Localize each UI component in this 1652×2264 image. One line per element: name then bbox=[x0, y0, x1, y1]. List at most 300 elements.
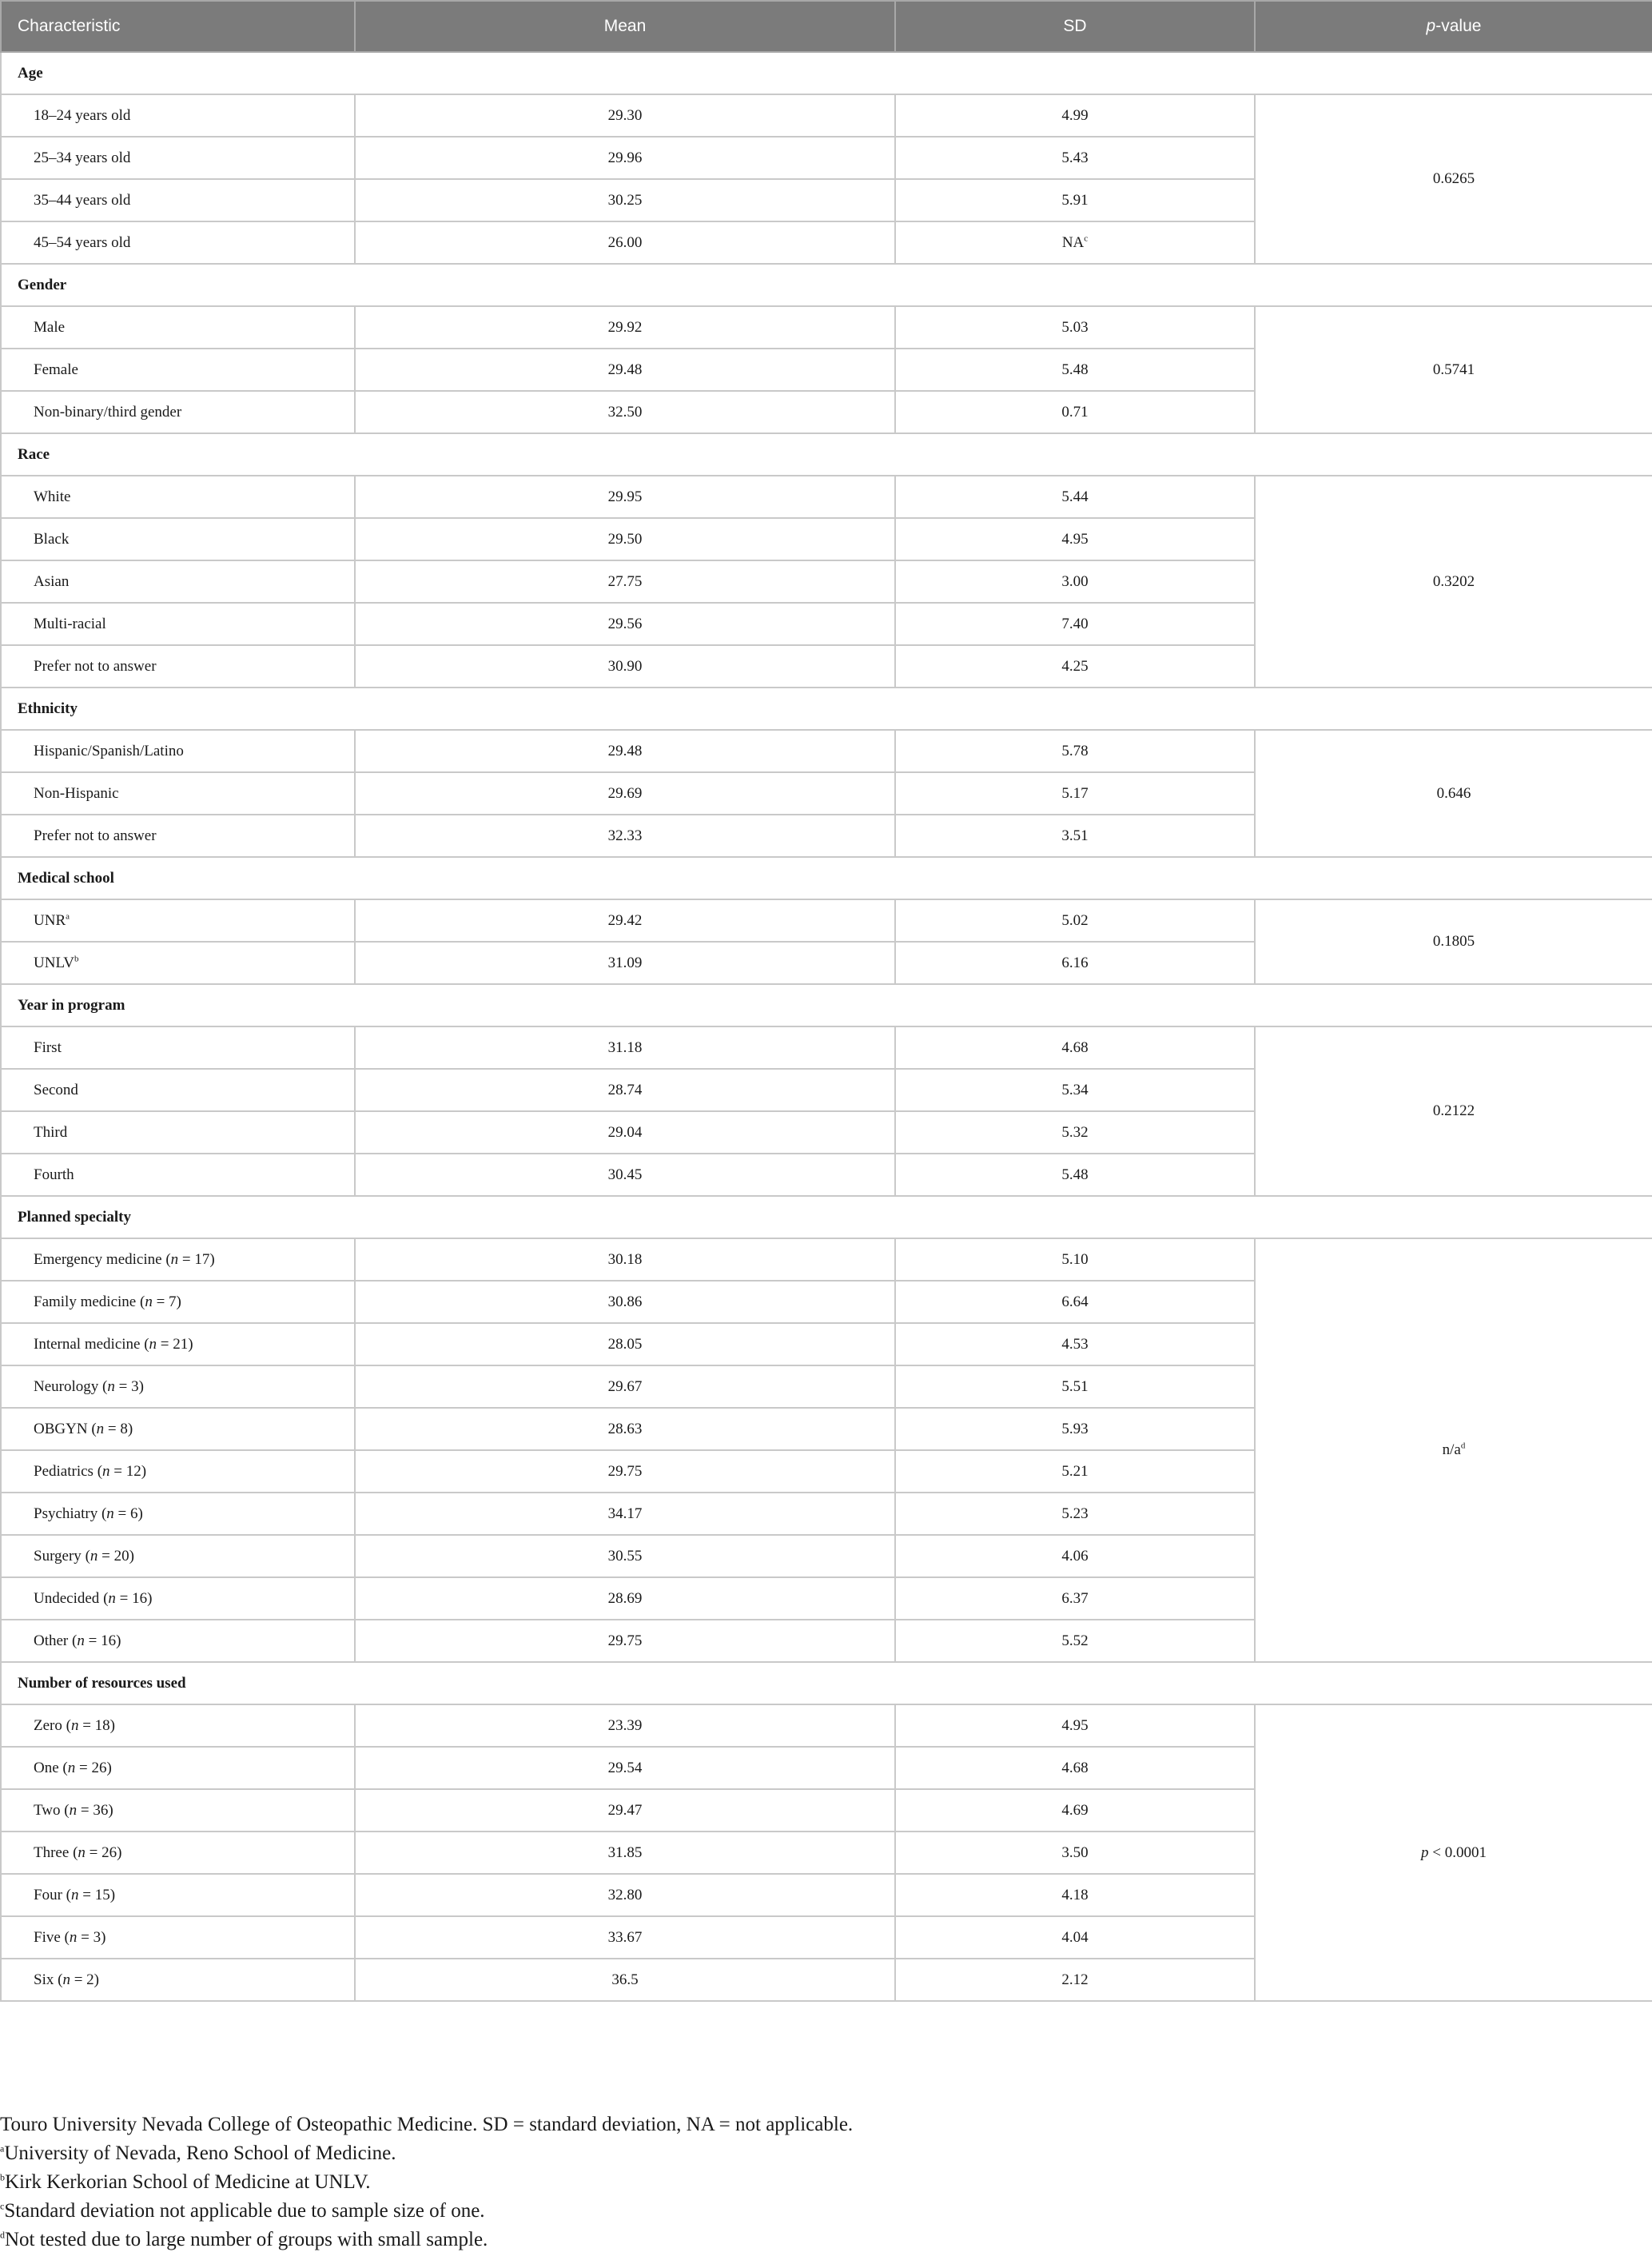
table-body bbox=[1, 52, 1652, 2001]
footnote-d bbox=[0, 2226, 1652, 2254]
row-label-cell bbox=[1, 1747, 355, 1789]
row-label-cell bbox=[1, 1111, 355, 1154]
sd-cell bbox=[895, 1916, 1255, 1959]
sd-value: 4.69 bbox=[1061, 1801, 1089, 1819]
sd-cell bbox=[895, 221, 1255, 264]
footnote-mark: a bbox=[0, 2142, 5, 2154]
sd-cell bbox=[895, 1365, 1255, 1408]
n-eq: = bbox=[75, 1759, 92, 1776]
row-label: White bbox=[34, 488, 71, 505]
table-row bbox=[1, 730, 1652, 772]
n-open: ( bbox=[98, 1505, 107, 1522]
row-label: Six bbox=[34, 1971, 54, 1988]
n-symbol: n bbox=[106, 1505, 114, 1522]
sd-cell bbox=[895, 1450, 1255, 1493]
mean-cell: 27.75 bbox=[355, 560, 895, 603]
row-label: Five bbox=[34, 1928, 61, 1946]
row-label: Psychiatry bbox=[34, 1505, 98, 1522]
sd-value: 7.40 bbox=[1061, 615, 1089, 632]
sd-value: 6.64 bbox=[1061, 1293, 1089, 1310]
table-row bbox=[1, 94, 1652, 137]
n-value: 17 bbox=[194, 1250, 210, 1268]
group-title: Gender bbox=[1, 264, 1652, 306]
row-label: Prefer not to answer bbox=[34, 657, 157, 675]
row-label-cell bbox=[1, 772, 355, 815]
row-label-cell bbox=[1, 1281, 355, 1323]
header-p-italic: p bbox=[1426, 17, 1436, 35]
sd-cell bbox=[895, 1535, 1255, 1577]
row-label: Family medicine bbox=[34, 1293, 137, 1310]
p-value-cell bbox=[1255, 1238, 1652, 1662]
row-label-cell bbox=[1, 1450, 355, 1493]
row-label-cell bbox=[1, 518, 355, 560]
n-close: ) bbox=[127, 1420, 133, 1437]
sd-cell bbox=[895, 518, 1255, 560]
header-characteristic: Characteristic bbox=[1, 1, 355, 52]
n-open: ( bbox=[161, 1250, 171, 1268]
n-close: ) bbox=[147, 1589, 153, 1607]
n-close: ) bbox=[94, 1971, 99, 1988]
n-close: ) bbox=[116, 1632, 121, 1649]
row-label-cell bbox=[1, 1704, 355, 1747]
sd-value: 4.04 bbox=[1061, 1928, 1089, 1946]
row-label-cell bbox=[1, 942, 355, 984]
n-open: ( bbox=[140, 1335, 149, 1353]
mean-cell: 32.33 bbox=[355, 815, 895, 857]
p-value: 0.2122 bbox=[1432, 1102, 1475, 1119]
mean-cell: 29.50 bbox=[355, 518, 895, 560]
row-label: Black bbox=[34, 530, 70, 548]
row-label-cell bbox=[1, 730, 355, 772]
row-label: One bbox=[34, 1759, 59, 1776]
row-label-cell bbox=[1, 1238, 355, 1281]
p-value: 0.6265 bbox=[1432, 170, 1475, 187]
mean-cell: 29.42 bbox=[355, 899, 895, 942]
n-open: ( bbox=[87, 1420, 97, 1437]
header-p-rest: -value bbox=[1435, 17, 1482, 35]
row-label-cell bbox=[1, 1493, 355, 1535]
mean-cell: 34.17 bbox=[355, 1493, 895, 1535]
p-value-rest: < 0.0001 bbox=[1428, 1843, 1487, 1861]
mean-cell: 33.67 bbox=[355, 1916, 895, 1959]
n-eq: = bbox=[84, 1632, 102, 1649]
row-label: Three bbox=[34, 1843, 70, 1861]
row-label: Zero bbox=[34, 1716, 62, 1734]
n-eq: = bbox=[98, 1547, 114, 1564]
header-row bbox=[1, 1, 1652, 52]
mean-cell: 32.80 bbox=[355, 1874, 895, 1916]
row-label: Second bbox=[34, 1081, 78, 1098]
n-symbol: n bbox=[78, 1843, 86, 1861]
n-eq: = bbox=[78, 1886, 95, 1903]
p-value-cell bbox=[1255, 476, 1652, 688]
row-label-cell bbox=[1, 94, 355, 137]
row-label: Non-Hispanic bbox=[34, 784, 119, 802]
row-label: Fourth bbox=[34, 1166, 74, 1183]
group-title: Year in program bbox=[1, 984, 1652, 1026]
mean-cell: 29.30 bbox=[355, 94, 895, 137]
row-label: Neurology bbox=[34, 1377, 99, 1395]
row-label-cell bbox=[1, 1916, 355, 1959]
n-close: ) bbox=[129, 1547, 134, 1564]
row-label: Prefer not to answer bbox=[34, 827, 157, 844]
n-symbol: n bbox=[70, 1716, 79, 1734]
n-close: ) bbox=[209, 1250, 215, 1268]
mean-cell: 26.00 bbox=[355, 221, 895, 264]
sd-cell bbox=[895, 1747, 1255, 1789]
n-value: 26 bbox=[91, 1759, 107, 1776]
sd-cell bbox=[895, 349, 1255, 391]
sd-value: 4.95 bbox=[1061, 1716, 1089, 1734]
p-value-cell bbox=[1255, 899, 1652, 984]
sd-value: 5.23 bbox=[1061, 1505, 1089, 1522]
sd-cell bbox=[895, 645, 1255, 688]
sd-value: 4.95 bbox=[1061, 530, 1089, 548]
sd-value: 5.21 bbox=[1061, 1462, 1089, 1480]
row-label: Internal medicine bbox=[34, 1335, 141, 1353]
n-symbol: n bbox=[170, 1250, 179, 1268]
row-label: Pediatrics bbox=[34, 1462, 94, 1480]
sd-value: 4.06 bbox=[1061, 1547, 1089, 1564]
n-eq: = bbox=[70, 1971, 87, 1988]
n-eq: = bbox=[115, 1589, 133, 1607]
row-label: 25–34 years old bbox=[34, 149, 131, 166]
sd-cell bbox=[895, 306, 1255, 349]
mean-cell: 36.5 bbox=[355, 1959, 895, 2001]
mean-cell: 30.55 bbox=[355, 1535, 895, 1577]
n-close: ) bbox=[138, 1377, 144, 1395]
mean-cell: 30.18 bbox=[355, 1238, 895, 1281]
footnote-c bbox=[0, 2197, 1652, 2226]
sd-value: 0.71 bbox=[1061, 403, 1089, 421]
sd-cell bbox=[895, 772, 1255, 815]
p-value-cell bbox=[1255, 1704, 1652, 2001]
row-label-cell bbox=[1, 1874, 355, 1916]
n-symbol: n bbox=[62, 1971, 70, 1988]
row-label: Non-binary/third gender bbox=[34, 403, 182, 421]
sd-cell bbox=[895, 1789, 1255, 1832]
n-open: ( bbox=[99, 1589, 109, 1607]
row-label-cell bbox=[1, 476, 355, 518]
sd-cell bbox=[895, 1408, 1255, 1450]
mean-cell: 28.63 bbox=[355, 1408, 895, 1450]
row-label-cell bbox=[1, 1535, 355, 1577]
sd-cell bbox=[895, 1959, 1255, 2001]
group-row bbox=[1, 433, 1652, 476]
n-close: ) bbox=[108, 1801, 113, 1819]
sd-value: 5.91 bbox=[1061, 191, 1089, 209]
footnote-mark: c bbox=[0, 2200, 5, 2212]
n-value: 20 bbox=[113, 1547, 129, 1564]
n-open: ( bbox=[81, 1547, 90, 1564]
n-value: 36 bbox=[93, 1801, 109, 1819]
sd-cell bbox=[895, 137, 1255, 179]
row-label: Other bbox=[34, 1632, 69, 1649]
sd-value: 3.51 bbox=[1061, 827, 1089, 844]
sd-value: 5.44 bbox=[1061, 488, 1089, 505]
row-label: UNLV bbox=[34, 954, 75, 971]
sd-value: 5.03 bbox=[1061, 318, 1089, 336]
n-value: 26 bbox=[102, 1843, 117, 1861]
n-eq: = bbox=[114, 1377, 132, 1395]
sd-cell bbox=[895, 899, 1255, 942]
row-label-cell bbox=[1, 1789, 355, 1832]
sd-cell bbox=[895, 1832, 1255, 1874]
footnote-main: Touro University Nevada College of Osteopathic Medicine. SD = standard deviation, NA = not applicable. bbox=[0, 2114, 854, 2135]
n-symbol: n bbox=[96, 1420, 105, 1437]
footnote-mark: d bbox=[0, 2229, 5, 2241]
row-label-cell bbox=[1, 560, 355, 603]
n-value: 18 bbox=[94, 1716, 110, 1734]
row-label-cell bbox=[1, 1069, 355, 1111]
sd-value: 4.53 bbox=[1061, 1335, 1089, 1353]
sd-cell bbox=[895, 815, 1255, 857]
n-open: ( bbox=[62, 1886, 71, 1903]
n-eq: = bbox=[78, 1716, 95, 1734]
n-eq: = bbox=[178, 1250, 195, 1268]
mean-cell: 30.25 bbox=[355, 179, 895, 221]
sd-cell bbox=[895, 1874, 1255, 1916]
sd-cell bbox=[895, 179, 1255, 221]
sd-value: 2.12 bbox=[1061, 1971, 1089, 1988]
n-value: 3 bbox=[131, 1377, 139, 1395]
row-label-cell bbox=[1, 391, 355, 433]
row-label: Asian bbox=[34, 572, 70, 590]
group-title: Planned specialty bbox=[1, 1196, 1652, 1238]
sd-value: 5.48 bbox=[1061, 361, 1089, 378]
mean-cell: 32.50 bbox=[355, 391, 895, 433]
mean-cell: 29.95 bbox=[355, 476, 895, 518]
row-label-cell bbox=[1, 1408, 355, 1450]
mean-cell: 31.18 bbox=[355, 1026, 895, 1069]
row-label: Hispanic/Spanish/Latino bbox=[34, 742, 184, 759]
sd-cell bbox=[895, 560, 1255, 603]
sd-value: 4.68 bbox=[1061, 1759, 1089, 1776]
sd-cell bbox=[895, 391, 1255, 433]
row-label: 45–54 years old bbox=[34, 233, 131, 251]
sd-value: 6.37 bbox=[1061, 1589, 1089, 1607]
row-label: Third bbox=[34, 1123, 68, 1141]
row-label-cell bbox=[1, 1154, 355, 1196]
footnote-a bbox=[0, 2139, 1652, 2168]
row-label-cell bbox=[1, 1832, 355, 1874]
n-open: ( bbox=[58, 1759, 68, 1776]
mean-cell: 29.75 bbox=[355, 1450, 895, 1493]
row-label-cell bbox=[1, 815, 355, 857]
p-symbol: p bbox=[1421, 1843, 1429, 1861]
p-value-cell bbox=[1255, 1026, 1652, 1196]
row-label-cell bbox=[1, 1577, 355, 1620]
sd-footnote-mark: c bbox=[1084, 233, 1089, 244]
n-open: ( bbox=[60, 1928, 70, 1946]
n-eq: = bbox=[77, 1801, 94, 1819]
table-row bbox=[1, 1026, 1652, 1069]
n-open: ( bbox=[62, 1716, 71, 1734]
n-symbol: n bbox=[102, 1462, 110, 1480]
n-eq: = bbox=[152, 1293, 169, 1310]
n-open: ( bbox=[60, 1801, 70, 1819]
mean-cell: 23.39 bbox=[355, 1704, 895, 1747]
n-eq: = bbox=[113, 1505, 131, 1522]
n-open: ( bbox=[68, 1632, 78, 1649]
sd-value: 5.43 bbox=[1061, 149, 1089, 166]
n-open: ( bbox=[136, 1293, 145, 1310]
sd-value: 5.48 bbox=[1061, 1166, 1089, 1183]
n-close: ) bbox=[109, 1886, 116, 1903]
label-footnote-mark: b bbox=[74, 954, 79, 964]
label-footnote-mark: a bbox=[66, 911, 70, 922]
row-label-cell bbox=[1, 179, 355, 221]
p-footnote-mark: d bbox=[1460, 1441, 1466, 1451]
row-label: Four bbox=[34, 1886, 62, 1903]
n-value: 6 bbox=[130, 1505, 138, 1522]
row-label-cell bbox=[1, 645, 355, 688]
sd-value: 5.10 bbox=[1061, 1250, 1089, 1268]
sd-cell bbox=[895, 476, 1255, 518]
row-label: UNR bbox=[34, 911, 66, 929]
sd-cell bbox=[895, 1111, 1255, 1154]
n-symbol: n bbox=[69, 1928, 78, 1946]
sd-value: 4.25 bbox=[1061, 657, 1089, 675]
footnote-mark: b bbox=[0, 2171, 5, 2183]
mean-cell: 28.69 bbox=[355, 1577, 895, 1620]
n-value: 16 bbox=[101, 1632, 117, 1649]
n-open: ( bbox=[93, 1462, 103, 1480]
mean-cell: 31.85 bbox=[355, 1832, 895, 1874]
n-symbol: n bbox=[149, 1335, 157, 1353]
footnote-b bbox=[0, 2168, 1652, 2197]
table-row bbox=[1, 306, 1652, 349]
table-header bbox=[1, 1, 1652, 52]
p-value: 0.3202 bbox=[1432, 572, 1475, 590]
table-row bbox=[1, 899, 1652, 942]
n-open: ( bbox=[54, 1971, 63, 1988]
header-mean: Mean bbox=[355, 1, 895, 52]
n-close: ) bbox=[101, 1928, 106, 1946]
group-title: Age bbox=[1, 52, 1652, 94]
mean-cell: 30.86 bbox=[355, 1281, 895, 1323]
sd-value: 4.68 bbox=[1061, 1038, 1089, 1056]
p-value: 0.1805 bbox=[1432, 933, 1475, 950]
row-label-cell bbox=[1, 306, 355, 349]
header-p-value bbox=[1255, 1, 1652, 52]
n-value: 2 bbox=[86, 1971, 94, 1988]
row-label-cell bbox=[1, 899, 355, 942]
footnote-text: Kirk Kerkorian School of Medicine at UNLV. bbox=[5, 2171, 371, 2193]
n-close: ) bbox=[106, 1759, 112, 1776]
row-label-cell bbox=[1, 1323, 355, 1365]
footnote-text: University of Nevada, Reno School of Medicine. bbox=[4, 2142, 396, 2164]
n-close: ) bbox=[117, 1843, 122, 1861]
n-symbol: n bbox=[107, 1377, 115, 1395]
group-title: Ethnicity bbox=[1, 688, 1652, 730]
p-value: 0.646 bbox=[1436, 784, 1471, 802]
n-symbol: n bbox=[69, 1801, 78, 1819]
sd-cell bbox=[895, 1577, 1255, 1620]
row-label: Two bbox=[34, 1801, 61, 1819]
n-symbol: n bbox=[90, 1547, 98, 1564]
sd-value: 5.32 bbox=[1061, 1123, 1089, 1141]
n-symbol: n bbox=[108, 1589, 116, 1607]
sd-cell bbox=[895, 942, 1255, 984]
sd-cell bbox=[895, 1026, 1255, 1069]
n-value: 21 bbox=[173, 1335, 189, 1353]
n-close: ) bbox=[137, 1505, 143, 1522]
row-label-cell bbox=[1, 221, 355, 264]
sd-value: 5.17 bbox=[1061, 784, 1089, 802]
n-eq: = bbox=[104, 1420, 121, 1437]
sd-cell bbox=[895, 1704, 1255, 1747]
table-row bbox=[1, 1238, 1652, 1281]
mean-cell: 29.56 bbox=[355, 603, 895, 645]
n-value: 15 bbox=[94, 1886, 110, 1903]
group-row bbox=[1, 984, 1652, 1026]
sd-value: 6.16 bbox=[1061, 954, 1089, 971]
sd-cell bbox=[895, 1238, 1255, 1281]
mean-cell: 29.48 bbox=[355, 730, 895, 772]
n-value: 16 bbox=[132, 1589, 148, 1607]
mean-cell: 29.96 bbox=[355, 137, 895, 179]
mean-cell: 29.48 bbox=[355, 349, 895, 391]
mean-cell: 29.47 bbox=[355, 1789, 895, 1832]
row-label: Emergency medicine bbox=[34, 1250, 162, 1268]
mean-cell: 29.04 bbox=[355, 1111, 895, 1154]
n-close: ) bbox=[188, 1335, 193, 1353]
n-value: 3 bbox=[93, 1928, 102, 1946]
sd-value: 4.18 bbox=[1061, 1886, 1089, 1903]
n-value: 8 bbox=[120, 1420, 128, 1437]
sd-cell bbox=[895, 1493, 1255, 1535]
mean-cell: 29.67 bbox=[355, 1365, 895, 1408]
sd-value: 5.93 bbox=[1061, 1420, 1089, 1437]
n-symbol: n bbox=[145, 1293, 153, 1310]
mean-cell: 30.90 bbox=[355, 645, 895, 688]
mean-cell: 29.75 bbox=[355, 1620, 895, 1662]
group-row bbox=[1, 857, 1652, 899]
n-eq: = bbox=[157, 1335, 173, 1353]
sd-value: 5.78 bbox=[1061, 742, 1089, 759]
footnote-text: Standard deviation not applicable due to sample size of one. bbox=[4, 2200, 485, 2222]
mean-cell: 31.09 bbox=[355, 942, 895, 984]
table-row bbox=[1, 476, 1652, 518]
n-close: ) bbox=[176, 1293, 181, 1310]
row-label-cell bbox=[1, 1026, 355, 1069]
mean-cell: 29.92 bbox=[355, 306, 895, 349]
row-label: 35–44 years old bbox=[34, 191, 131, 209]
group-row bbox=[1, 52, 1652, 94]
row-label: Undecided bbox=[34, 1589, 100, 1607]
sd-value: 5.51 bbox=[1061, 1377, 1089, 1395]
row-label: Multi-racial bbox=[34, 615, 106, 632]
p-value: n/a bbox=[1442, 1441, 1461, 1458]
row-label-cell bbox=[1, 1620, 355, 1662]
row-label: Male bbox=[34, 318, 66, 336]
row-label: 18–24 years old bbox=[34, 106, 131, 124]
sd-cell bbox=[895, 1069, 1255, 1111]
n-open: ( bbox=[98, 1377, 108, 1395]
sd-cell bbox=[895, 730, 1255, 772]
sd-value: 3.50 bbox=[1061, 1843, 1089, 1861]
n-symbol: n bbox=[67, 1759, 76, 1776]
sd-value: 5.02 bbox=[1061, 911, 1089, 929]
mean-cell: 29.69 bbox=[355, 772, 895, 815]
group-row bbox=[1, 688, 1652, 730]
n-value: 7 bbox=[169, 1293, 177, 1310]
footnote-text: Not tested due to large number of groups with small sample. bbox=[5, 2229, 488, 2250]
sd-value: 5.34 bbox=[1061, 1081, 1089, 1098]
mean-cell: 28.74 bbox=[355, 1069, 895, 1111]
n-open: ( bbox=[69, 1843, 78, 1861]
